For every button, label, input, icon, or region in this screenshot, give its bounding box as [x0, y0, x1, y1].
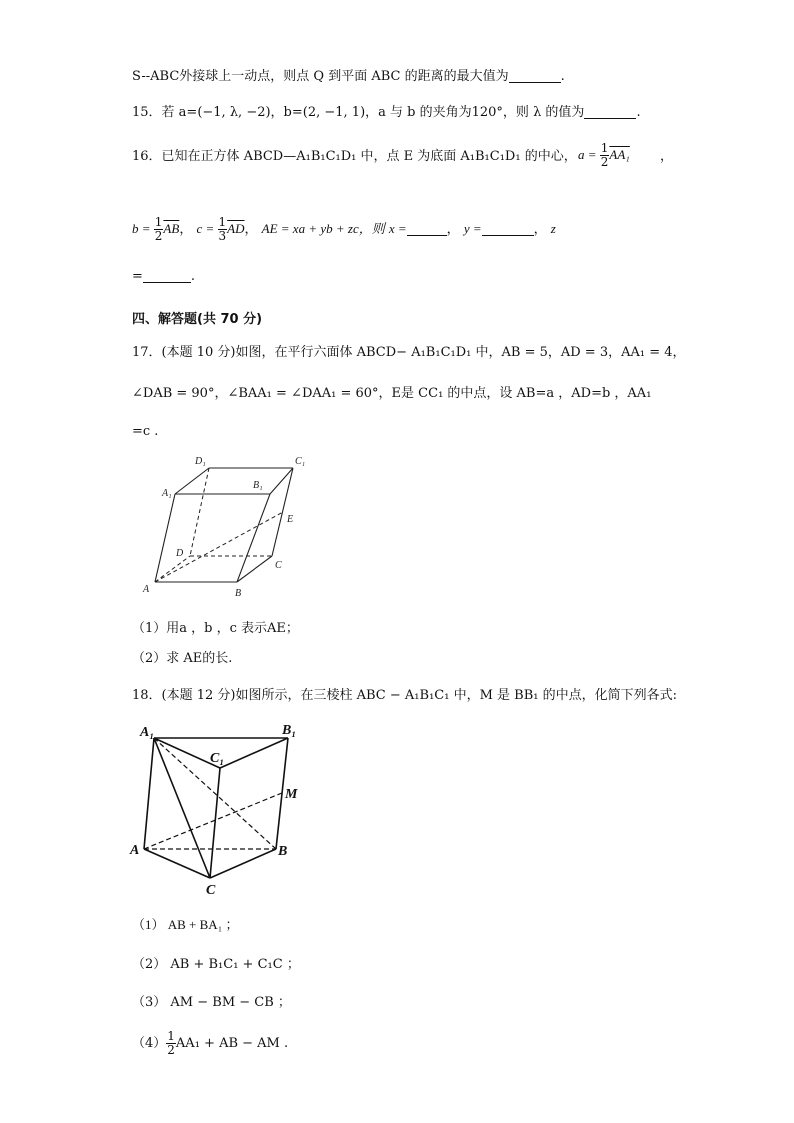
edge-aa1 — [144, 738, 154, 849]
fraction-third — [218, 216, 228, 243]
section-heading: 四、解答题(共 70 分) — [132, 312, 263, 327]
frac-num: 1 — [600, 141, 609, 155]
answer-blank — [584, 104, 636, 119]
segment-ae-hidden — [155, 512, 283, 582]
label-d1: D₁ — [195, 456, 206, 467]
comma: ， — [533, 222, 547, 237]
answer-blank-x — [407, 221, 447, 236]
question-18-sub2: （2） AB + B₁C₁ + C₁C ； — [132, 957, 300, 972]
comma: ， — [244, 222, 258, 237]
edge-c1b1 — [220, 738, 288, 768]
frac-den: 2 — [167, 1043, 175, 1057]
fraction-half — [154, 216, 164, 243]
edge-cc1 — [210, 768, 220, 878]
label-m: M — [285, 787, 298, 802]
x-label: x = — [388, 221, 407, 236]
frac-num: 1 — [154, 215, 163, 229]
vector-ab: $\overline{AB}$ — [163, 221, 180, 236]
y-label: y = — [463, 221, 482, 236]
label-b1: B₁ — [282, 723, 297, 738]
sub4-prefix: （4） — [132, 1036, 167, 1051]
edge-dd1-hidden — [190, 468, 209, 556]
b-expr: b = — [132, 221, 154, 236]
comma: ， — [446, 222, 460, 237]
comma: ， — [179, 222, 193, 237]
question-18-sub4 — [132, 1030, 288, 1057]
answer-blank — [509, 68, 561, 83]
edge-cb — [210, 849, 276, 878]
question-15 — [132, 104, 641, 122]
z-label: z — [550, 221, 556, 236]
question-18-line1: 18．(本题 12 分)如图所示，在三棱柱 ABC − A₁B₁C₁ 中，M 是 BB₁ 的中点，化简下列各式: — [132, 688, 677, 703]
question-18-sub1: （1） AB + BA₁ ； — [132, 917, 239, 932]
label-c: C — [206, 883, 216, 898]
answer-blank-z — [143, 268, 191, 283]
answer-blank-y — [482, 221, 534, 236]
label-b: B — [278, 844, 288, 859]
edge-cc1 — [272, 468, 293, 556]
question-16-line2 — [132, 216, 556, 243]
label-e: E — [287, 514, 294, 525]
label-a: A — [130, 843, 140, 858]
question-16-line3 — [132, 268, 195, 286]
edge-bb1 — [237, 494, 270, 582]
vector-a-definition — [578, 142, 630, 169]
question-16-end: . — [190, 269, 196, 284]
label-a: A — [143, 584, 150, 595]
question-17-sub2: （2）求 AE的长. — [132, 651, 233, 666]
question-17-sub1: （1）用a ，b ，c 表示AE； — [132, 621, 299, 636]
label-c: C — [275, 560, 282, 571]
question-18-sub3: （3） AM − BM − CB ； — [132, 995, 291, 1010]
a-expr: a = — [578, 147, 600, 162]
question-17-line1: 17．(本题 10 分)如图，在平行六面体 ABCD− A₁B₁C₁D₁ 中，AB = 5，AD = 3，AA₁ = 4， — [132, 345, 686, 360]
label-a1: A₁ — [140, 725, 155, 740]
question-14-tail — [132, 68, 565, 86]
frac-den: 2 — [600, 155, 609, 169]
question-16-line1 — [132, 141, 674, 169]
frac-den: 3 — [218, 229, 227, 243]
triangular-prism-figure — [128, 718, 308, 898]
fraction-half — [166, 1030, 176, 1057]
parallelepiped-figure — [135, 452, 310, 602]
vector-ad: $\overline{AD}$ — [227, 221, 245, 236]
question-15-text: 15．若 a=(−1, λ, −2)，b=(2, −1, 1)，a 与 b 的夹角为120°，则 λ 的值为 — [132, 105, 585, 120]
label-a1: A₁ — [162, 488, 172, 499]
z-equals: = — [132, 269, 143, 284]
vector-aa1: AA₁ — [609, 147, 630, 162]
comma: ， — [660, 149, 674, 164]
frac-num: 1 — [167, 1029, 175, 1043]
label-c1: C₁ — [210, 751, 225, 766]
question-14-end: . — [560, 69, 565, 84]
label-d: D — [176, 548, 184, 559]
sub4-expression: AA₁ + AB − AM . — [175, 1036, 289, 1051]
label-b: B — [235, 588, 242, 599]
question-15-end: . — [636, 105, 641, 120]
question-17-line2: ∠DAB = 90°，∠BAA₁ = ∠DAA₁ = 60°，E是 CC₁ 的中点，设 AB=a ，AD=b ，AA₁ — [132, 386, 652, 401]
frac-num: 1 — [218, 215, 227, 229]
label-b1: B₁ — [253, 480, 263, 491]
question-14-text: S--ABC外接球上一动点，则点 Q 到平面 ABC 的距离的最大值为 — [132, 69, 509, 84]
fraction-half — [600, 142, 610, 169]
label-c1: C₁ — [295, 456, 306, 467]
frac-den: 2 — [154, 229, 163, 243]
c-expr: c = — [196, 221, 218, 236]
question-16-text: 16．已知在正方体 ABCD—A₁B₁C₁D₁ 中，点 E 为底面 A₁B₁C₁D₁ 的中心， — [132, 149, 577, 164]
ae-expression: AE = xa + yb + zc，则 — [261, 221, 385, 236]
question-17-line3: =c . — [132, 424, 159, 439]
